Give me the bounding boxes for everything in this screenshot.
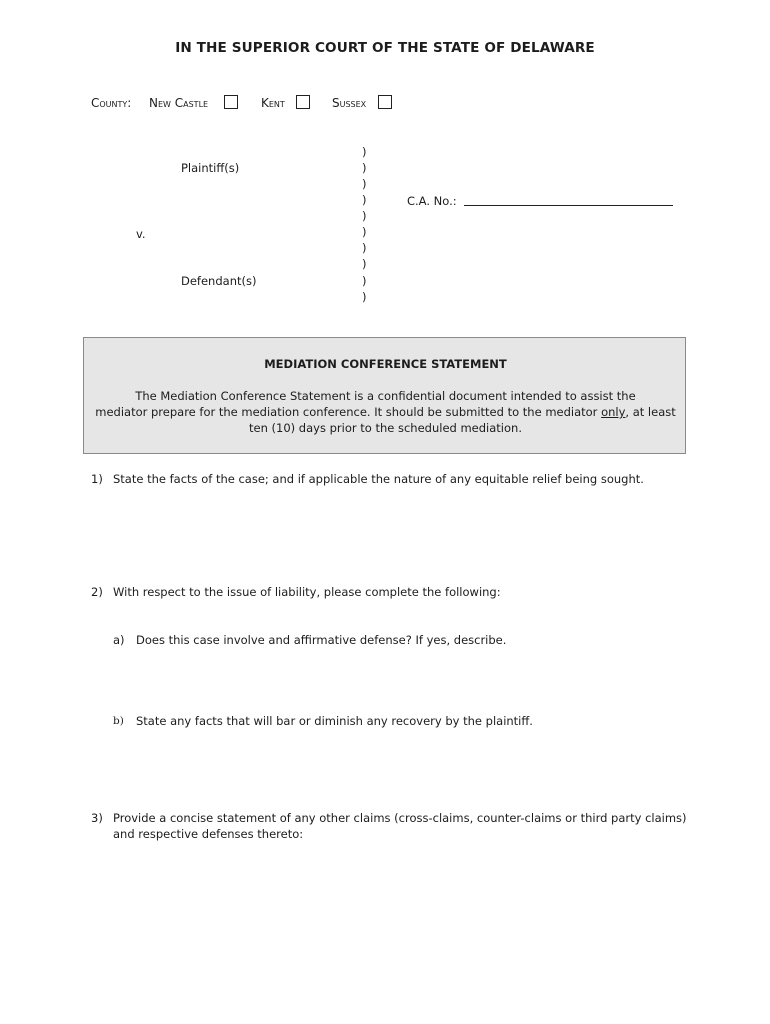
caption-paren: ) — [362, 193, 367, 207]
mediation-notice-box — [83, 337, 686, 454]
caption-paren: ) — [362, 161, 367, 175]
notice-title: MEDIATION CONFERENCE STATEMENT — [264, 357, 507, 371]
county-option-kent-label: Kent — [261, 96, 285, 110]
ca-number-field[interactable] — [464, 205, 673, 206]
county-label: County: — [91, 96, 132, 110]
caption-paren: ) — [362, 177, 367, 191]
page-title: IN THE SUPERIOR COURT OF THE STATE OF DELAWARE — [175, 40, 595, 56]
caption-paren: ) — [362, 290, 367, 304]
question-3-text-line-2: and respective defenses thereto: — [113, 827, 304, 841]
notice-line-1: The Mediation Conference Statement is a confidential document intended to assist the — [135, 389, 636, 403]
ca-number-label: C.A. No.: — [407, 194, 457, 208]
question-1-text: State the facts of the case; and if applicable the nature of any equitable relief being sought. — [113, 472, 644, 486]
county-option-sussex-label: Sussex — [332, 96, 367, 110]
county-option-new-castle-label: New Castle — [149, 96, 209, 110]
question-3-text-line-1: Provide a concise statement of any other claims (cross-claims, counter-claims or third party claims) — [113, 811, 687, 825]
notice-line-3: ten (10) days prior to the scheduled mediation. — [249, 421, 522, 435]
notice-line-2 — [84, 405, 687, 419]
notice-emphasis-only: only — [601, 405, 626, 419]
question-2b-number: b) — [113, 715, 124, 727]
notice-line-2-start: mediator prepare for the mediation conference. It should be submitted to the mediator — [95, 405, 602, 419]
plaintiff-label: Plaintiff(s) — [181, 161, 240, 175]
county-sussex-checkbox[interactable] — [378, 95, 392, 109]
question-2a-number: a) — [113, 633, 125, 647]
question-3-number: 3) — [91, 811, 103, 825]
county-new-castle-checkbox[interactable] — [224, 95, 238, 109]
question-2-text: With respect to the issue of liability, please complete the following: — [113, 585, 501, 599]
caption-paren: ) — [362, 225, 367, 239]
caption-paren: ) — [362, 241, 367, 255]
versus-label: v. — [136, 227, 146, 241]
caption-paren: ) — [362, 209, 367, 223]
defendant-label: Defendant(s) — [181, 274, 257, 288]
question-1-number: 1) — [91, 472, 103, 486]
caption-paren: ) — [362, 274, 367, 288]
caption-paren: ) — [362, 257, 367, 271]
county-kent-checkbox[interactable] — [296, 95, 310, 109]
question-2b-text: State any facts that will bar or diminish any recovery by the plaintiff. — [136, 714, 533, 728]
question-2a-text: Does this case involve and affirmative defense? If yes, describe. — [136, 633, 507, 647]
notice-line-2-end: , at least — [625, 405, 676, 419]
caption-paren: ) — [362, 145, 367, 159]
question-2-number: 2) — [91, 585, 103, 599]
